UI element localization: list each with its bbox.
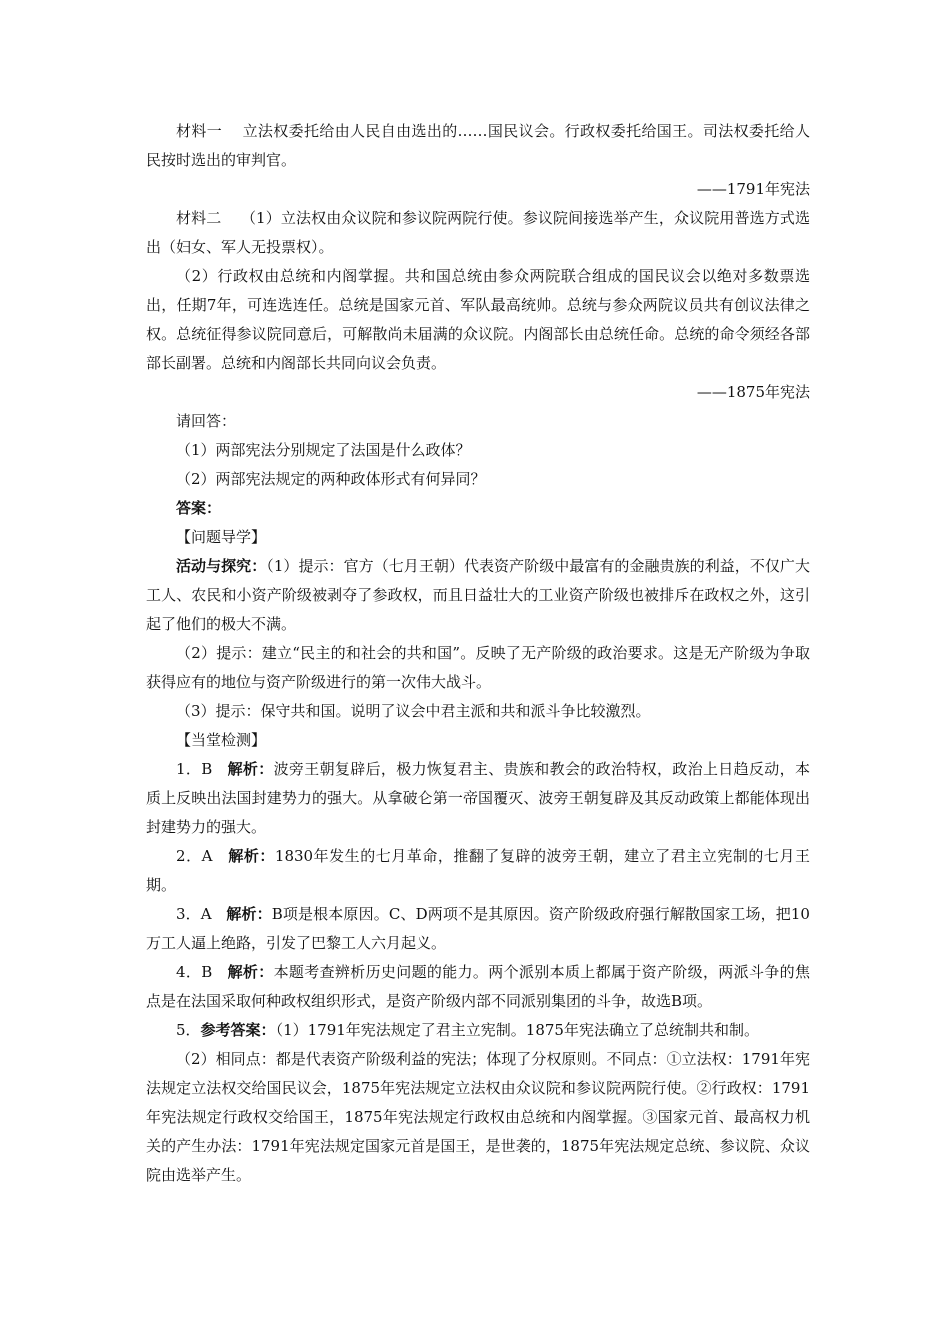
check-item-5-part-2: （2）相同点：都是代表资产阶级利益的宪法；体现了分权原则。不同点：①立法权：1791年宪法规定立法权交给国民议会，1875年宪法规定立法权由众议院和参议院两院行使。②行政权：1791年宪法规定行政权交给国王，1875年宪法规定行政权由总统和内阁掌握。③国家元首、最高权力机关的产生办法：1791年宪法规定国家元首是国王，是世袭的，1875年宪法规定总统、参议院、众议院由选举产生。 bbox=[146, 1050, 810, 1184]
check-item-3-label: 解析： bbox=[226, 905, 272, 923]
guide-heading: 【问题导学】 bbox=[176, 528, 267, 546]
activity-2-paragraph: （2）提示：建立“民主的和社会的共和国”。反映了无产阶级的政治要求。这是无产阶级为争取获得应有的地位与资产阶级进行的第一次伟大战斗。 bbox=[146, 644, 810, 691]
activity-label: 活动与探究： bbox=[176, 557, 267, 575]
question-1: （1）两部宪法分别规定了法国是什么政体？ bbox=[176, 441, 471, 459]
check-item-1-text: 波旁王朝复辟后，极力恢复君主、贵族和教会的政治特权，政治上日趋反动，本质上反映出法国封建势力的强大。从拿破仑第一帝国覆灭、波旁王朝复辟及其反动政策上都能体现出封建势力的强大。 bbox=[146, 760, 810, 836]
check-item-2-number: 2．A bbox=[176, 847, 213, 865]
check-item-5-number: 5． bbox=[176, 1021, 201, 1039]
check-heading: 【当堂检测】 bbox=[176, 731, 267, 749]
check-item-2 bbox=[146, 842, 810, 900]
question-prompt: 请回答： bbox=[176, 412, 237, 430]
material-1-paragraph bbox=[146, 117, 810, 175]
material-2-item-2: （2）行政权由总统和内阁掌握。共和国总统由参众两院联合组成的国民议会以绝对多数票选出，任期7年，可连选连任。总统是国家元首、军队最高统帅。总统与参众两院议员共有创议法律之权。总统征得参议院同意后，可解散尚未届满的众议院。内阁部长由总统任命。总统的命令须经各部部长副署。总统和内阁部长共同向议会负责。 bbox=[146, 267, 810, 372]
material-2-source: ——1875年宪法 bbox=[696, 383, 810, 401]
answers-heading: 答案： bbox=[176, 499, 222, 517]
question-2: （2）两部宪法规定的两种政体形式有何异同？ bbox=[176, 470, 486, 488]
check-item-4 bbox=[146, 958, 810, 1016]
check-item-5 bbox=[146, 1016, 810, 1045]
activity-3-paragraph: （3）提示：保守共和国。说明了议会中君主派和共和派斗争比较激烈。 bbox=[176, 702, 651, 720]
material-1-text: 立法权委托给由人民自由选出的……国民议会。行政权委托给国王。司法权委托给人民按时选出的审判官。 bbox=[146, 122, 810, 169]
material-2-paragraph bbox=[146, 204, 810, 262]
material-1-source: ——1791年宪法 bbox=[696, 180, 810, 198]
material-2-item-1: （1）立法权由众议院和参议院两院行使。参议院间接选举产生，众议院用普选方式选出（妇女、军人无投票权）。 bbox=[146, 209, 810, 256]
check-item-1-label: 解析： bbox=[227, 760, 274, 778]
check-item-4-text: 本题考查辨析历史问题的能力。两个派别本质上都属于资产阶级，两派斗争的焦点是在法国采取何种政权组织形式，是资产阶级内部不同派别集团的斗争，故选B项。 bbox=[146, 963, 810, 1010]
check-item-2-label: 解析： bbox=[228, 847, 275, 865]
material-2-label: 材料二 bbox=[176, 209, 222, 227]
check-item-4-number: 4．B bbox=[176, 963, 213, 981]
material-1-label: 材料一 bbox=[176, 122, 223, 140]
activity-1-text: （1）提示：官方（七月王朝）代表资产阶级中最富有的金融贵族的利益，不仅广大工人、农民和小资产阶级被剥夺了参政权，而且日益壮大的工业资产阶级也被排斥在政权之外，这引起了他们的极大不满。 bbox=[146, 557, 810, 633]
check-item-4-label: 解析： bbox=[227, 963, 274, 981]
check-item-1 bbox=[146, 755, 810, 842]
check-item-5-text: （1）1791年宪法规定了君主立宪制。1875年宪法确立了总统制共和制。 bbox=[275, 1021, 759, 1039]
check-item-2-text: 1830年发生的七月革命，推翻了复辟的波旁王朝，建立了君主立宪制的七月王期。 bbox=[146, 847, 810, 894]
check-item-1-number: 1．B bbox=[176, 760, 213, 778]
check-item-3-text: B项是根本原因。C、D两项不是其原因。资产阶级政府强行解散国家工场，把10万工人逼上绝路，引发了巴黎工人六月起义。 bbox=[146, 905, 810, 952]
check-item-3 bbox=[146, 900, 810, 958]
check-item-3-number: 3．A bbox=[176, 905, 212, 923]
activity-1-paragraph bbox=[146, 552, 810, 639]
document-page bbox=[146, 117, 810, 1190]
check-item-5-label: 参考答案： bbox=[200, 1021, 276, 1039]
